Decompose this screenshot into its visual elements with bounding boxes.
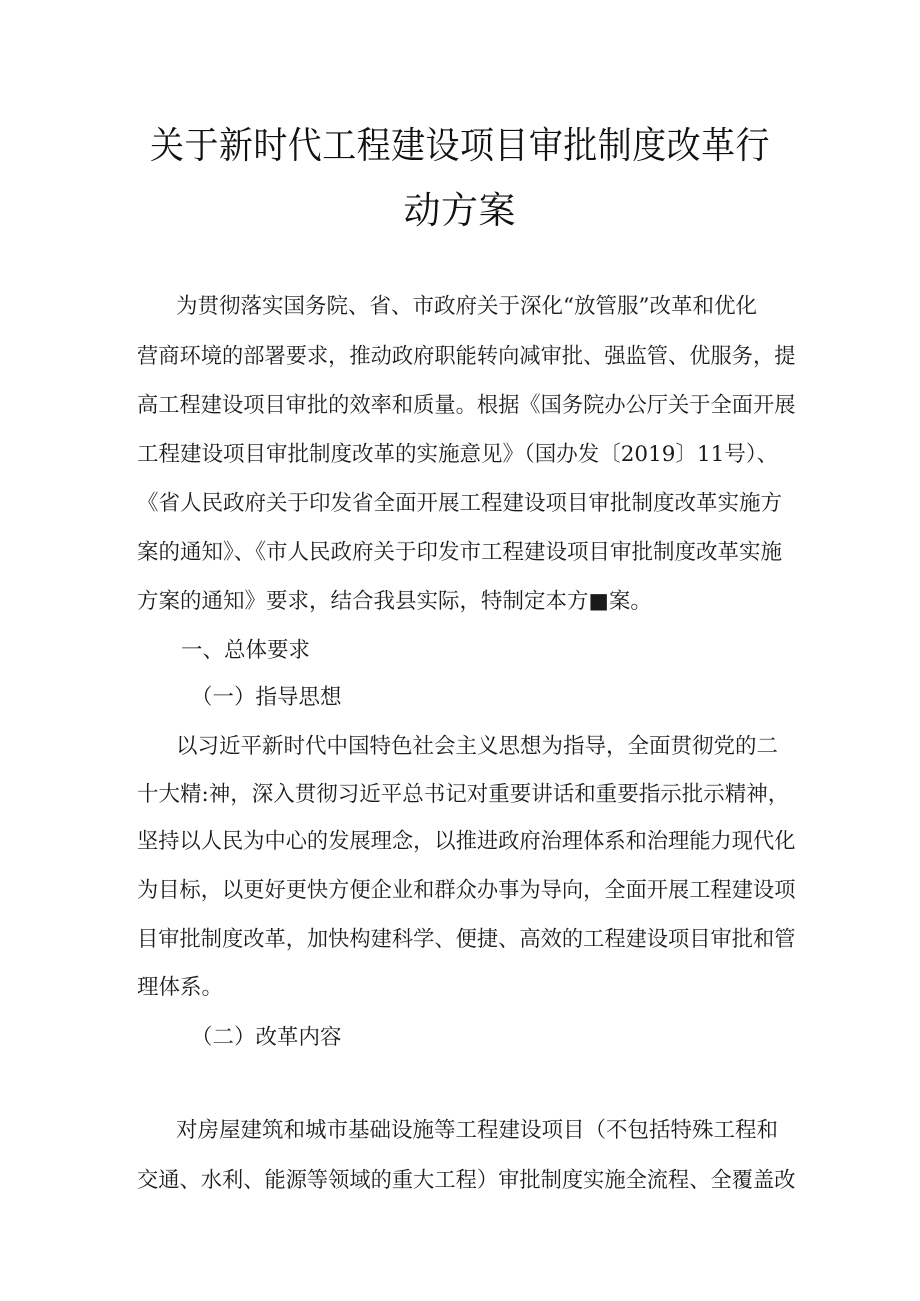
paragraph-1-line-2: 营商环境的部署要求，推动政府职能转向减审批、强监管、优服务，提 bbox=[137, 344, 796, 369]
subheading-reform-content: （二）改革内容 bbox=[191, 1025, 342, 1050]
paragraph-2-line-4: 为目标，以更好更快方便企业和群众办事为导向，全面开展工程建设项 bbox=[137, 878, 796, 903]
document-title-line-1: 关于新时代工程建设项目审批制度改革行 bbox=[150, 124, 770, 167]
paragraph-1-line-6: 案的通知》、《市人民政府关于印发市工程建设项目审批制度改革实施 bbox=[137, 540, 783, 565]
paragraph-1-line-7: 方案的通知》要求，结合我县实际，特制定本方■案。 bbox=[137, 589, 652, 614]
paragraph-3-line-1: 对房屋建筑和城市基础设施等工程建设项目（不包括特殊工程和 bbox=[176, 1118, 779, 1143]
document-title-line-2: 动方案 bbox=[403, 189, 516, 232]
paragraph-1-line-5: 《省人民政府关于印发省全面开展工程建设项目审批制度改革实施方 bbox=[137, 491, 783, 516]
paragraph-2-line-1: 以习近平新时代中国特色社会主义思想为指导，全面贯彻党的二 bbox=[176, 734, 779, 759]
paragraph-2-line-6: 理体系。 bbox=[137, 975, 224, 1000]
paragraph-2-line-2: 十大精:神，深入贯彻习近平总书记对重要讲话和重要指示批示精神， bbox=[137, 782, 790, 807]
paragraph-1-line-4: 工程建设项目审批制度改革的实施意见》（国办发〔2019〕11号）、 bbox=[137, 442, 779, 467]
section-heading-overall-requirements: 一、总体要求 bbox=[181, 638, 311, 663]
paragraph-1-line-3: 高工程建设项目审批的效率和质量。根据《国务院办公厅关于全面开展 bbox=[137, 393, 796, 418]
paragraph-2-line-5: 目审批制度改革，加快构建科学、便捷、高效的工程建设项目审批和管 bbox=[137, 927, 796, 952]
paragraph-2-line-3: 坚持以人民为中心的发展理念，以推进政府治理体系和治理能力现代化 bbox=[137, 829, 796, 854]
subheading-guiding-ideology: （一）指导思想 bbox=[191, 685, 342, 710]
paragraph-3-line-2: 交通、水利、能源等领域的重大工程）审批制度实施全流程、全覆盖改 bbox=[137, 1168, 796, 1193]
paragraph-1-line-1: 为贯彻落实国务院、省、市政府关于深化“放管服”改革和优化 bbox=[176, 294, 757, 319]
